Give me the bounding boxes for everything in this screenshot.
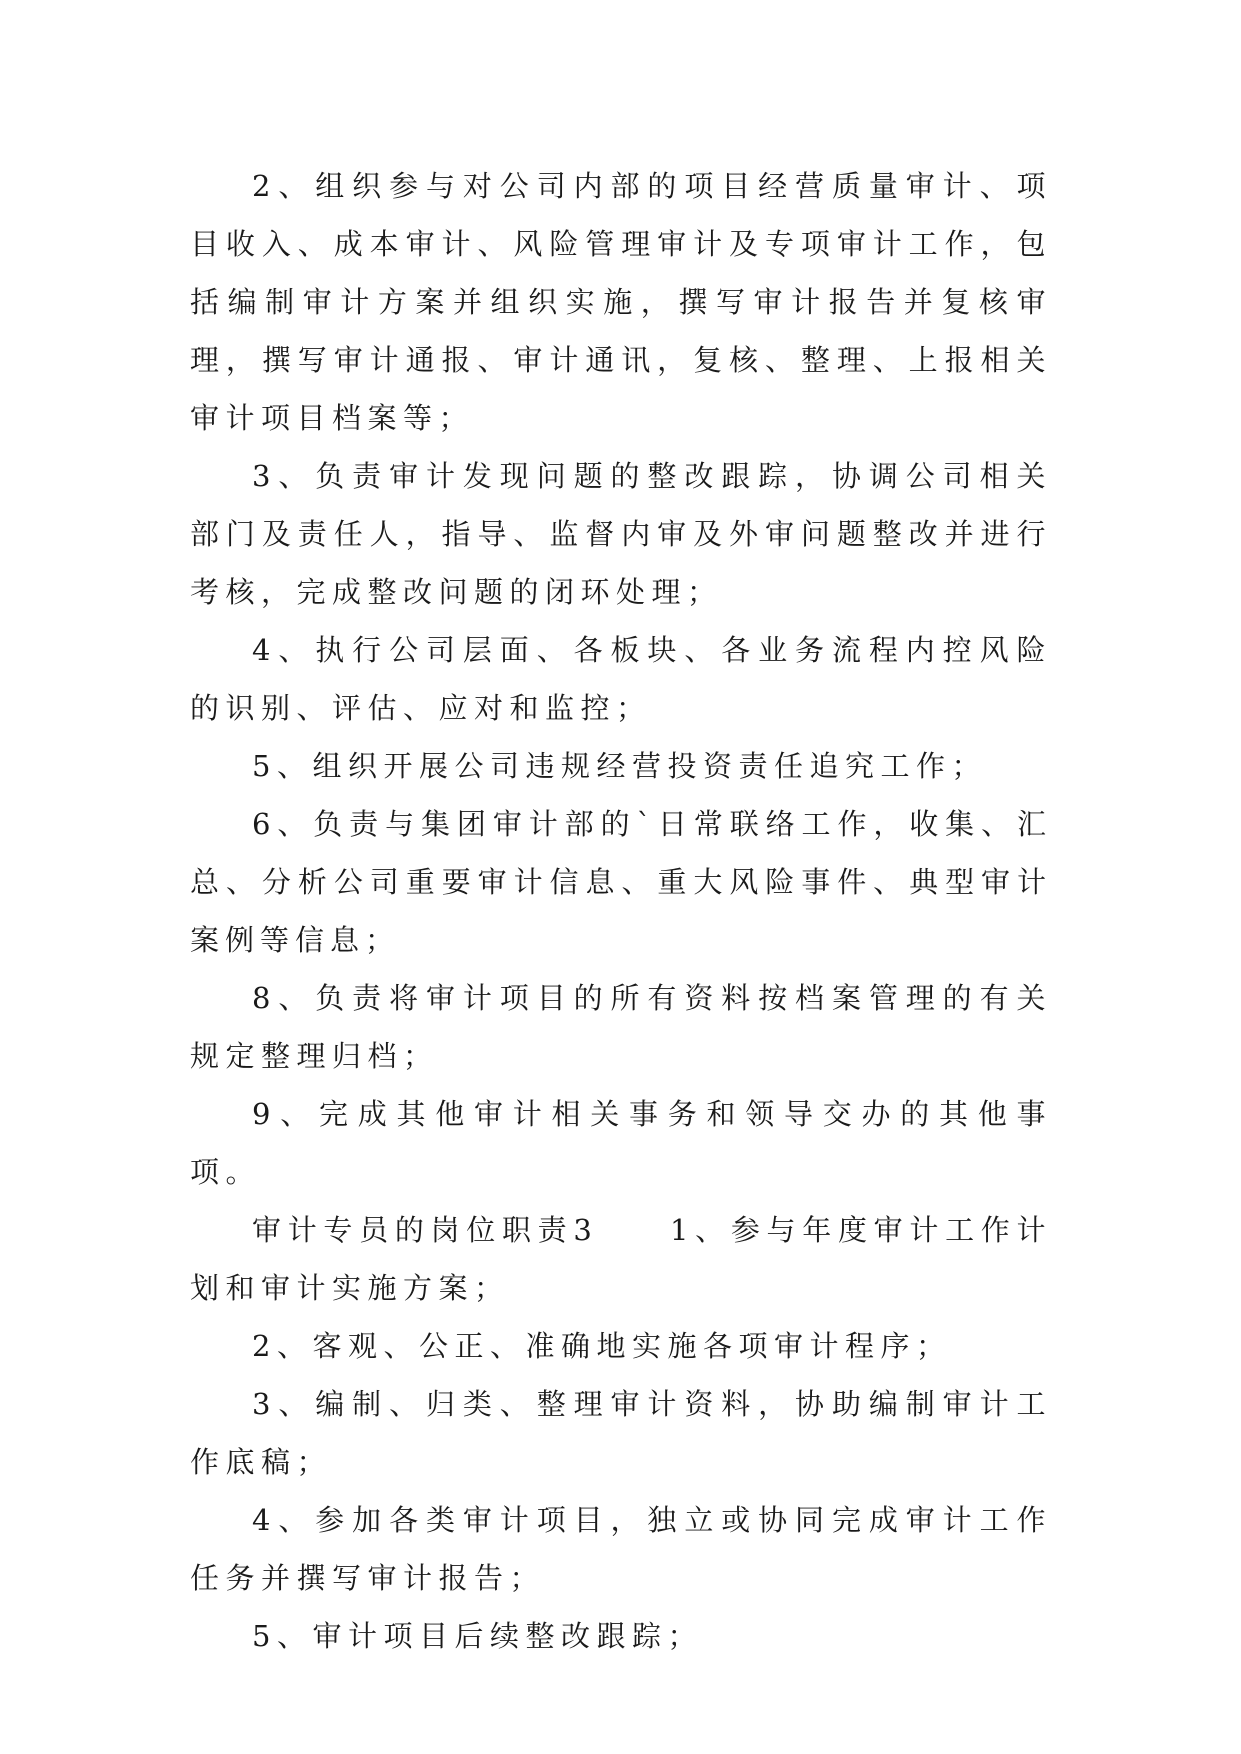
paragraph-section-3-duty-2: 2、客观、公正、准确地实施各项审计程序；: [252, 1329, 952, 1363]
paragraph-section-3-duty-3: 3、编制、归类、整理审计资料，协助编制审计工作底稿；: [190, 1387, 1052, 1479]
paragraph-section-3-duty-4: 4、参加各类审计项目，独立或协同完成审计工作任务并撰写审计报告；: [190, 1503, 1052, 1595]
paragraph-section-3-duty-5: 5、审计项目后续整改跟踪；: [252, 1619, 703, 1653]
paragraph-duty-5: 5、组织开展公司违规经营投资责任追究工作；: [252, 749, 987, 783]
paragraph-duty-9: 9、完成其他审计相关事务和领导交办的其他事项。: [190, 1097, 1052, 1189]
paragraph-duty-4: 4、执行公司层面、各板块、各业务流程内控风险的识别、评估、应对和监控；: [190, 633, 1052, 725]
paragraph-duty-3: 3、负责审计发现问题的整改跟踪，协调公司相关部门及责任人，指导、监督内审及外审问题整改并进行考核，完成整改问题的闭环处理；: [190, 459, 1052, 609]
paragraph-section-3-duty-1: 审计专员的岗位职责3 1、参与年度审计工作计划和审计实施方案；: [190, 1213, 1052, 1305]
paragraph-duty-6: 6、负责与集团审计部的`日常联络工作，收集、汇总、分析公司重要审计信息、重大风险事件、典型审计案例等信息；: [190, 807, 1052, 957]
paragraph-duty-8: 8、负责将审计项目的所有资料按档案管理的有关规定整理归档；: [190, 981, 1052, 1073]
paragraph-duty-2: 2、组织参与对公司内部的项目经营质量审计、项目收入、成本审计、风险管理审计及专项审计工作，包括编制审计方案并组织实施，撰写审计报告并复核审理，撰写审计通报、审计通讯，复核、整理、上报相关审计项目档案等；: [190, 169, 1052, 435]
document-body: [190, 157, 1052, 1665]
